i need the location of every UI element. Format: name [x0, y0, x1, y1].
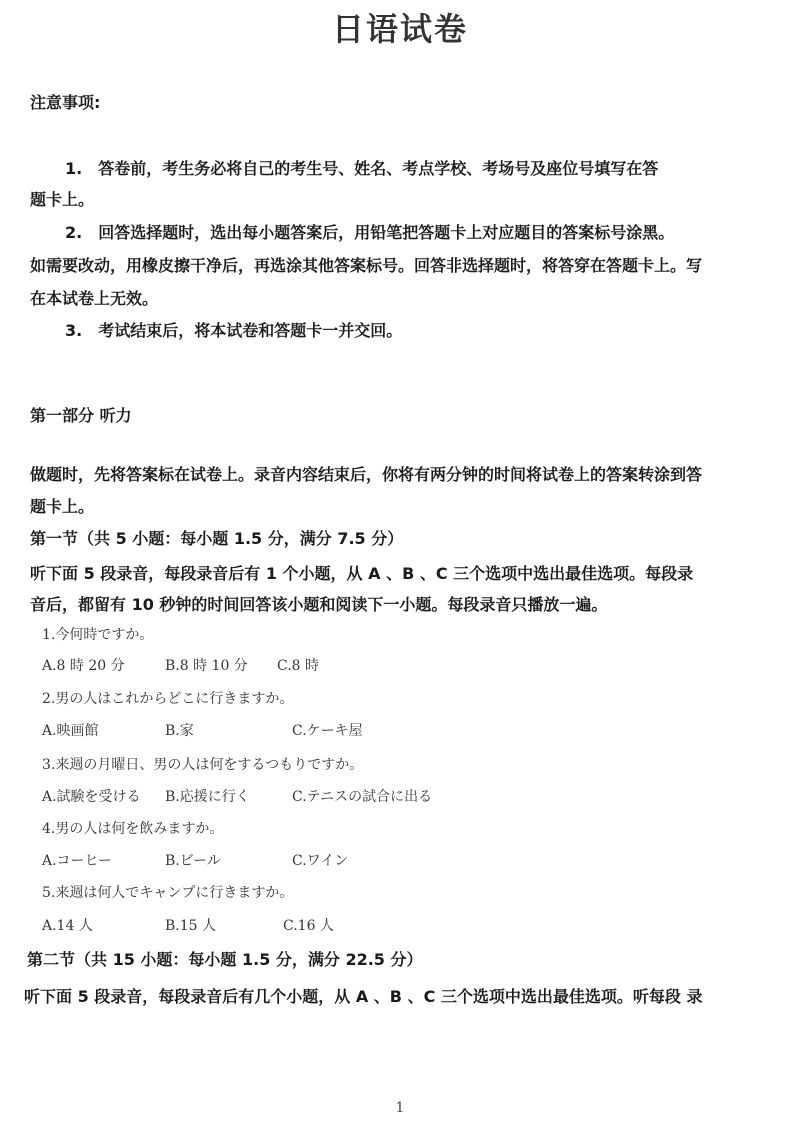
option-b: B.応援に行く — [165, 789, 250, 805]
notice-item-1-cont: 题卡上。 — [30, 190, 95, 209]
question-2: 2.男の人はこれからどこに行きますか。 — [42, 691, 294, 707]
option-c: C.16 人 — [283, 918, 334, 934]
notice-item-2-cont2: 在本试卷上无效。 — [30, 289, 159, 308]
options-4 — [42, 850, 348, 870]
section2-heading: 第二节（共 15 小题：每小题 1.5 分，满分 22.5 分） — [27, 950, 423, 969]
question-4: 4.男の人は何を飲みますか。 — [42, 821, 224, 837]
part1-intro: 做题时，先将答案标在试卷上。录音内容结束后，你将有两分钟的时间将试卷上的答案转涂到答 — [30, 465, 703, 484]
option-a: A.コーヒー — [42, 853, 113, 869]
section2-intro: 听下面 5 段录音，每段录音后有几个小题，从 A 、B 、C 三个选项中选出最佳选项。听每段 录 — [24, 987, 703, 1006]
part1-heading: 第一部分 听力 — [30, 406, 132, 425]
part1-intro-cont: 题卡上。 — [30, 497, 95, 516]
section1-intro: 听下面 5 段录音，每段录音后有 1 个小题，从 A 、B 、C 三个选项中选出最佳选项。每段录 — [30, 564, 694, 583]
notice-item-1: 1. 答卷前，考生务必将自己的考生号、姓名、考点学校、考场号及座位号填写在答 — [65, 159, 659, 178]
section1-intro-cont: 音后，都留有 10 秒钟的时间回答该小题和阅读下一小题。每段录音只播放一遍。 — [30, 595, 608, 614]
section1-heading: 第一节（共 5 小题：每小题 1.5 分，满分 7.5 分） — [30, 529, 404, 548]
notice-heading: 注意事项: — [30, 93, 101, 112]
notice-item-2-cont: 如需要改动，用橡皮擦干净后，再选涂其他答案标号。回答非选择题时，将答穿在答题卡上。写 — [30, 256, 703, 275]
options-5 — [42, 915, 334, 935]
option-a: A.映画館 — [42, 723, 99, 739]
options-1 — [42, 655, 319, 675]
options-3 — [42, 786, 432, 806]
option-b: B.15 人 — [165, 918, 217, 934]
option-c: C.テニスの試合に出る — [292, 789, 433, 805]
option-b: B.ビール — [165, 853, 221, 869]
notice-item-2: 2. 回答选择题时，选出每小题答案后，用铅笔把答题卡上对应题目的答案标号涂黑。 — [65, 223, 675, 242]
option-c: C.ワイン — [292, 853, 349, 869]
option-b: B.家 — [165, 723, 194, 739]
notice-item-3: 3. 考试结束后，将本试卷和答题卡一并交回。 — [65, 321, 403, 340]
option-a: A.試験を受ける — [42, 789, 141, 805]
question-1: 1.今何時ですか。 — [42, 627, 154, 643]
option-c: C.8 時 — [277, 658, 320, 674]
option-b: B.8 時 10 分 — [165, 658, 248, 674]
question-5: 5.来週は何人でキャンプに行きますか。 — [42, 885, 294, 901]
page-title: 日语试卷 — [331, 10, 468, 48]
question-3: 3.来週の月曜日、男の人は何をするつもりですか。 — [42, 757, 364, 773]
option-c: C.ケーキ屋 — [292, 723, 363, 739]
option-a: A.14 人 — [42, 918, 93, 934]
option-a: A.8 時 20 分 — [42, 658, 125, 674]
options-2 — [42, 720, 363, 740]
page-number: 1 — [395, 1100, 405, 1116]
